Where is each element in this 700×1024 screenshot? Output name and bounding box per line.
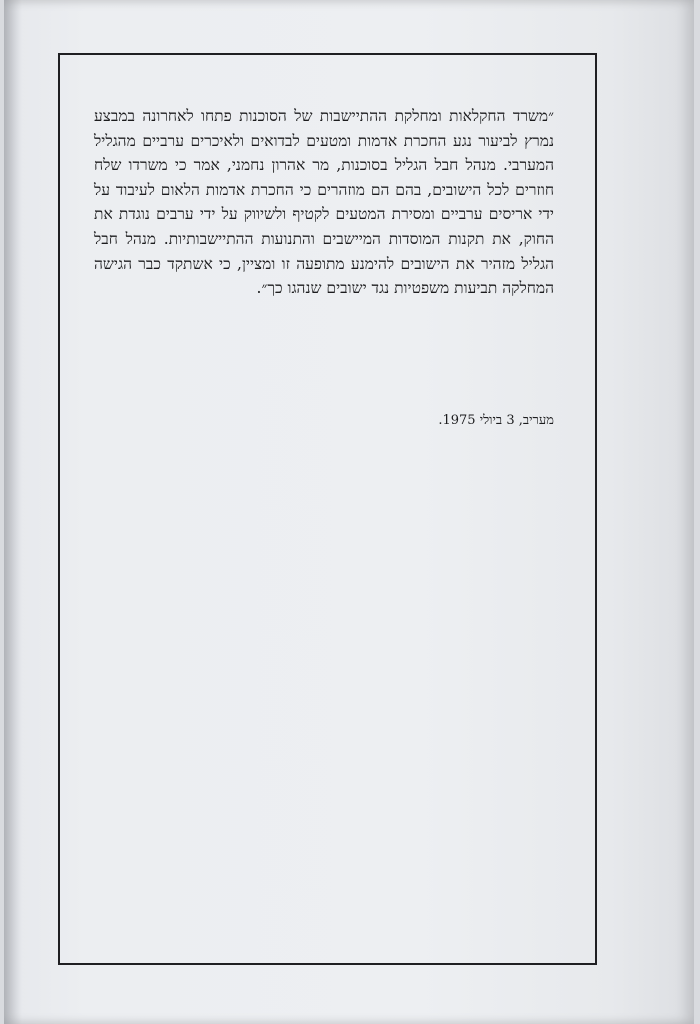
page-gutter-shadow [4,0,22,1024]
newspaper-quote: ״משרד החקלאות ומחלקת ההתיישבות של הסוכנות פתחו לאחרונה במבצע נמרץ לביעור נגע החכרת אדמות ומטעים לבדואים ולאיכרים ערביים מהגליל המערבי. מנהל חבל הגליל בסוכנות, מר אהרון נחמני, אמר כי משרדו שלח חוזרים לכל הישובים, בהם הם מוזהרים כי החכרת אדמות הלאום לעיבוד על ידי אריסים ערביים ומסירת המטעים לקטיף ולשיווק על ידי ערבים נוגדת את החוק, את תקנות המוסדות המיישבים והתנועות ההתיישבותיות. מנהל חבל הגליל מזהיר את הישובים להימנע מתופעה זו ומציין, כי אשתקד כבר הגישה המחלקה תביעות משפטיות נגד ישובים שנהגו כך״. [94,107,554,298]
source-citation: מעריב, 3 ביולי 1975. [438,413,554,428]
